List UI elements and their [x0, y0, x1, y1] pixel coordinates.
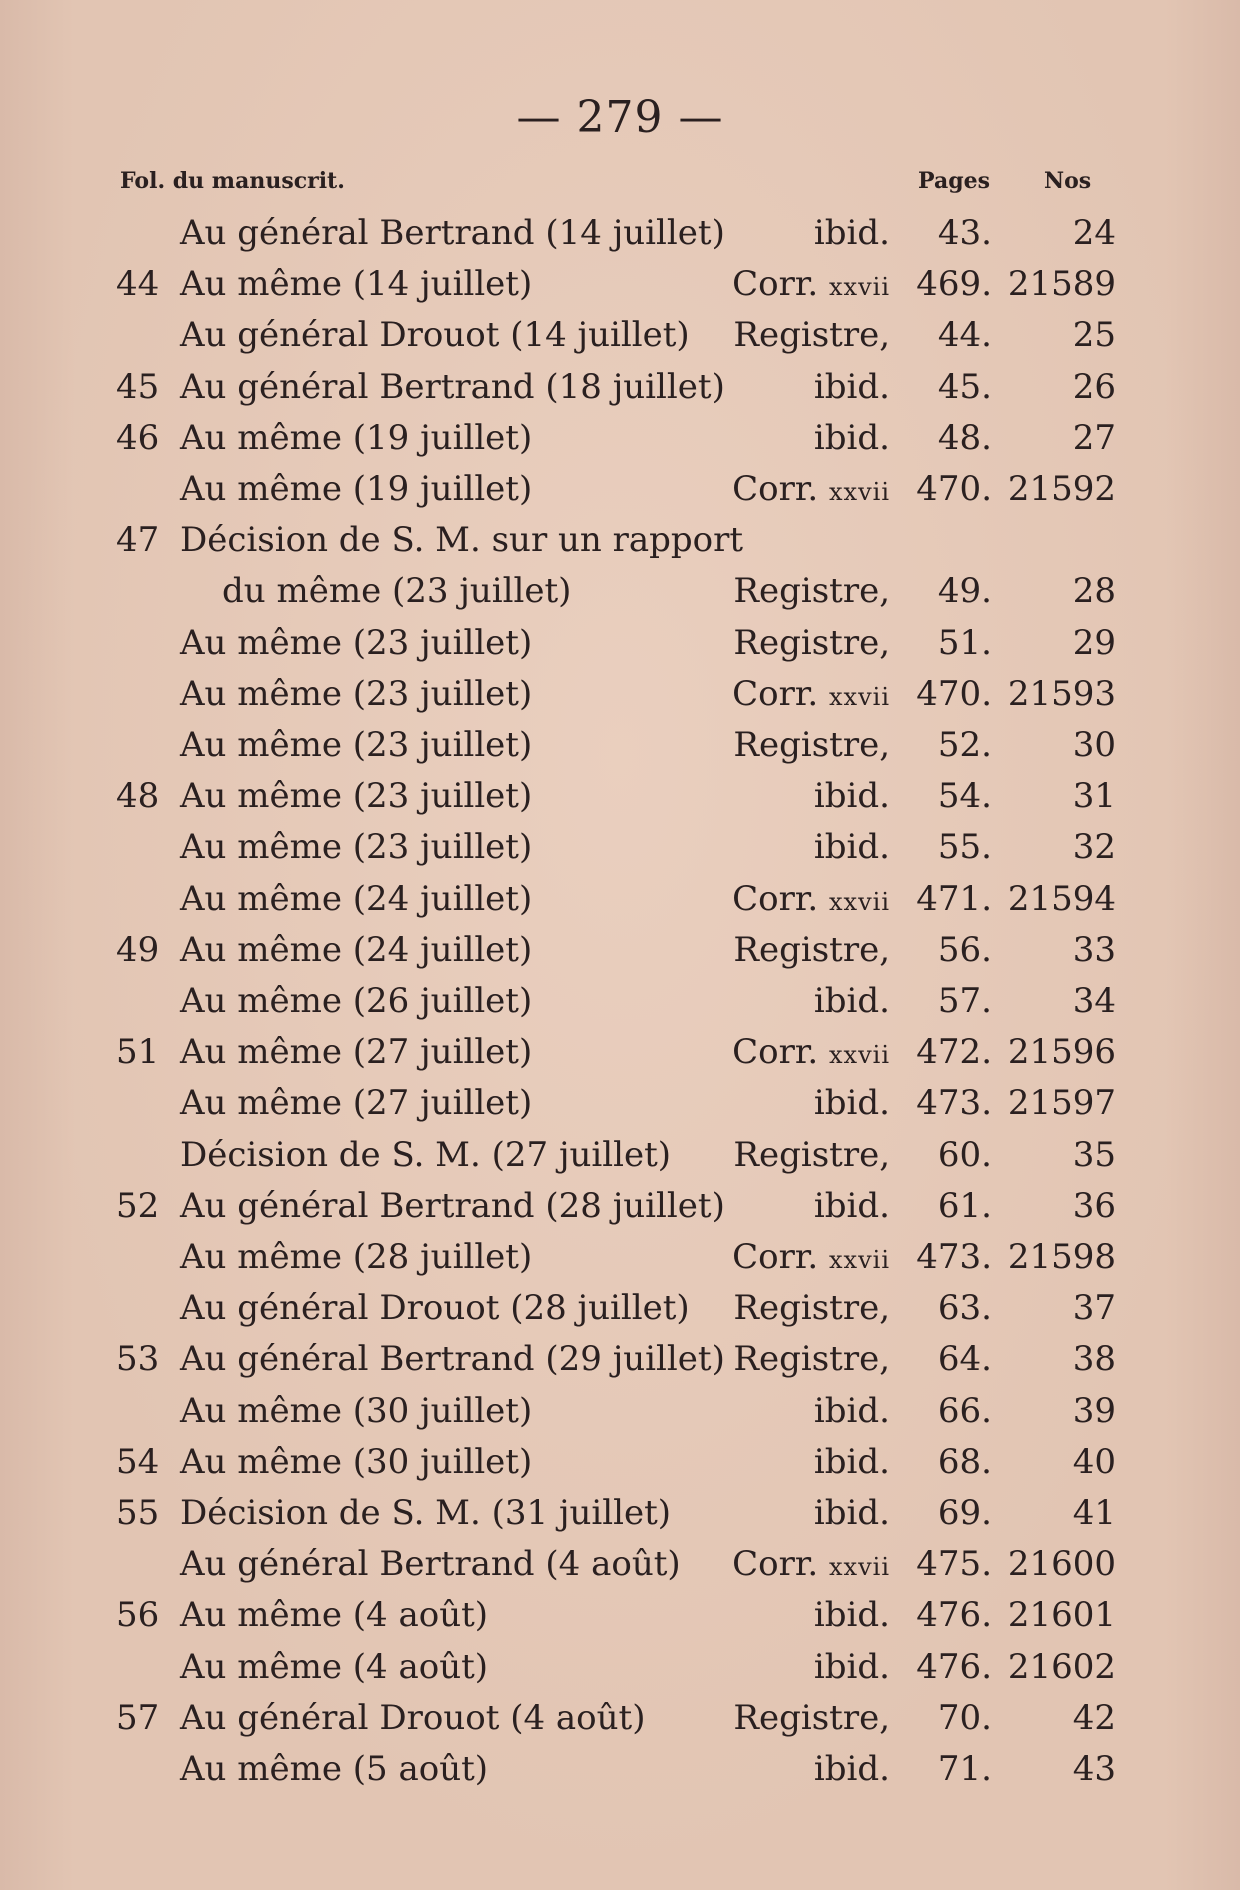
entry-title: Au même (4 août)	[180, 1646, 489, 1687]
item-number: 43	[1072, 1749, 1116, 1789]
table-row	[0, 1437, 1240, 1487]
source-reference: Registre,	[733, 1134, 890, 1175]
page-reference: 61.	[937, 1185, 992, 1226]
page-reference: 49.	[937, 571, 992, 612]
item-number: 31	[1072, 776, 1116, 817]
page-reference: 54.	[937, 776, 992, 817]
folio-number: 44	[116, 264, 160, 305]
page-reference: 470.	[916, 469, 992, 509]
table-row	[0, 310, 1240, 360]
table-row	[0, 464, 1240, 514]
page-reference: 43.	[937, 213, 992, 253]
page-reference: 63.	[937, 1288, 992, 1329]
table-row	[0, 1642, 1240, 1692]
item-number: 21589	[1007, 264, 1116, 305]
folio-number: 51	[116, 1032, 160, 1073]
item-number: 41	[1072, 1493, 1116, 1533]
page-reference: 470.	[916, 673, 992, 714]
table-row	[0, 413, 1240, 463]
table-row	[0, 1027, 1240, 1077]
source-reference: ibid.	[813, 1441, 890, 1482]
page-reference: 475.	[916, 1544, 992, 1585]
folio-number: 49	[116, 929, 160, 970]
entry-title: Au même (27 juillet)	[180, 1083, 533, 1124]
source-reference: Corr. xxvii	[732, 469, 890, 509]
source-reference: ibid.	[813, 417, 890, 458]
table-row	[0, 1539, 1240, 1589]
table-row	[0, 822, 1240, 872]
source-reference: Corr. xxvii	[732, 264, 890, 305]
source-reference: Corr. xxvii	[732, 1544, 890, 1585]
entry-title: Au même (30 juillet)	[180, 1390, 533, 1431]
item-number: 21596	[1007, 1032, 1116, 1073]
page-reference: 64.	[937, 1339, 992, 1380]
item-number: 36	[1072, 1185, 1116, 1226]
folio-number: 54	[116, 1441, 160, 1482]
entry-title: Au même (4 août)	[180, 1595, 489, 1636]
header-pages: Pages	[918, 168, 990, 194]
item-number: 33	[1072, 929, 1116, 970]
item-number: 29	[1072, 622, 1116, 663]
table-row	[0, 362, 1240, 412]
page-reference: 70.	[937, 1697, 992, 1738]
table-row	[0, 515, 1240, 565]
item-number: 34	[1072, 981, 1116, 1021]
table-row	[0, 1232, 1240, 1282]
source-reference: Registre,	[733, 315, 890, 356]
header-numbers: Nos	[1044, 168, 1092, 194]
source-reference: ibid.	[813, 1083, 890, 1124]
entry-title: Au général Drouot (28 juillet)	[180, 1288, 690, 1329]
item-number: 32	[1072, 827, 1116, 868]
table-row	[0, 259, 1240, 309]
folio-number: 55	[116, 1493, 160, 1533]
page-reference: 476.	[916, 1595, 992, 1636]
entry-title: Au même (23 juillet)	[180, 725, 533, 765]
item-number: 38	[1072, 1339, 1116, 1380]
item-number: 21594	[1007, 878, 1116, 919]
header-folio: Fol. du manuscrit.	[120, 168, 345, 194]
page-reference: 55.	[937, 827, 992, 868]
table-row	[0, 669, 1240, 719]
page-reference: 48.	[937, 417, 992, 458]
table-row	[0, 925, 1240, 975]
entry-title: Au même (24 juillet)	[180, 929, 533, 970]
folio-number: 57	[116, 1697, 160, 1738]
folio-number: 48	[116, 776, 160, 817]
source-reference: ibid.	[813, 827, 890, 868]
entry-title: Au même (5 août)	[180, 1749, 489, 1789]
item-number: 27	[1072, 417, 1116, 458]
page-reference: 69.	[937, 1493, 992, 1533]
source-reference: ibid.	[813, 1749, 890, 1789]
entry-title: Au général Bertrand (18 juillet)	[180, 366, 725, 407]
source-reference: ibid.	[813, 776, 890, 817]
table-row	[0, 874, 1240, 924]
source-reference: ibid.	[813, 366, 890, 407]
source-reference: Registre,	[733, 929, 890, 970]
source-reference: ibid.	[813, 1185, 890, 1226]
page-reference: 473.	[916, 1083, 992, 1124]
item-number: 30	[1072, 725, 1116, 765]
folio-number: 53	[116, 1339, 160, 1380]
table-row	[0, 1334, 1240, 1384]
folio-number: 52	[116, 1185, 160, 1226]
entry-title: Au général Bertrand (14 juillet)	[180, 213, 725, 253]
entry-title: Au même (14 juillet)	[180, 264, 533, 305]
page-reference: 56.	[937, 929, 992, 970]
table-row	[0, 1130, 1240, 1180]
item-number: 42	[1072, 1697, 1116, 1738]
table-row	[0, 1283, 1240, 1333]
source-reference: Corr. xxvii	[732, 673, 890, 714]
folio-number: 46	[116, 417, 160, 458]
item-number: 21601	[1007, 1595, 1116, 1636]
entry-title: Au même (24 juillet)	[180, 878, 533, 919]
table-row	[0, 1693, 1240, 1743]
table-row	[0, 771, 1240, 821]
entry-title: Au général Drouot (4 août)	[180, 1697, 646, 1738]
table-row	[0, 720, 1240, 770]
entry-title: Au même (30 juillet)	[180, 1441, 533, 1482]
source-reference: ibid.	[813, 1595, 890, 1636]
source-reference: Registre,	[733, 622, 890, 663]
item-number: 21592	[1007, 469, 1116, 509]
source-reference: Corr. xxvii	[732, 878, 890, 919]
entry-title: Au même (19 juillet)	[180, 469, 533, 509]
page-reference: 68.	[937, 1441, 992, 1482]
entry-title: Au même (23 juillet)	[180, 776, 533, 817]
table-row	[0, 618, 1240, 668]
page-reference: 45.	[937, 366, 992, 407]
page-reference: 57.	[937, 981, 992, 1021]
entry-title: Au général Bertrand (28 juillet)	[180, 1185, 725, 1226]
entry-title: Au général Drouot (14 juillet)	[180, 315, 690, 356]
entry-title: Décision de S. M. sur un rapport	[180, 520, 744, 561]
source-reference: Registre,	[733, 1288, 890, 1329]
page-reference: 471.	[916, 878, 992, 919]
item-number: 28	[1072, 571, 1116, 612]
source-reference: Registre,	[733, 571, 890, 612]
folio-number: 56	[116, 1595, 160, 1636]
entry-title: Décision de S. M. (27 juillet)	[180, 1134, 672, 1175]
table-row	[0, 566, 1240, 616]
source-reference: ibid.	[813, 1493, 890, 1533]
page-reference: 473.	[916, 1237, 992, 1277]
page-reference: 51.	[937, 622, 992, 663]
source-reference: Registre,	[733, 1339, 890, 1380]
page-reference: 476.	[916, 1646, 992, 1687]
page-reference: 44.	[937, 315, 992, 356]
item-number: 37	[1072, 1288, 1116, 1329]
item-number: 21597	[1007, 1083, 1116, 1124]
folio-number: 45	[116, 366, 160, 407]
item-number: 25	[1072, 315, 1116, 356]
source-reference: Registre,	[733, 1697, 890, 1738]
entry-title: Au même (23 juillet)	[180, 673, 533, 714]
entry-title: du même (23 juillet)	[222, 571, 572, 612]
source-reference: Corr. xxvii	[732, 1032, 890, 1073]
source-reference: Registre,	[733, 725, 890, 765]
source-reference: ibid.	[813, 213, 890, 253]
page-reference: 66.	[937, 1390, 992, 1431]
folio-number: 47	[116, 520, 160, 561]
page-reference: 71.	[937, 1749, 992, 1789]
item-number: 21593	[1007, 673, 1116, 714]
item-number: 39	[1072, 1390, 1116, 1431]
item-number: 24	[1072, 213, 1116, 253]
item-number: 21598	[1007, 1237, 1116, 1277]
entry-title: Au général Bertrand (4 août)	[180, 1544, 681, 1585]
table-row	[0, 1590, 1240, 1640]
entry-title: Au même (28 juillet)	[180, 1237, 533, 1277]
item-number: 35	[1072, 1134, 1116, 1175]
page-reference: 472.	[916, 1032, 992, 1073]
page-number: — 279 —	[516, 92, 724, 143]
entry-title: Au même (23 juillet)	[180, 622, 533, 663]
table-row	[0, 1078, 1240, 1128]
entry-title: Au même (26 juillet)	[180, 981, 533, 1021]
table-row	[0, 976, 1240, 1026]
source-reference: ibid.	[813, 1646, 890, 1687]
item-number: 26	[1072, 366, 1116, 407]
page-reference: 52.	[937, 725, 992, 765]
table-row	[0, 1386, 1240, 1436]
entry-title: Au même (23 juillet)	[180, 827, 533, 868]
source-reference: ibid.	[813, 981, 890, 1021]
source-reference: ibid.	[813, 1390, 890, 1431]
item-number: 21600	[1007, 1544, 1116, 1585]
table-row	[0, 1488, 1240, 1538]
item-number: 40	[1072, 1441, 1116, 1482]
item-number: 21602	[1007, 1646, 1116, 1687]
entry-title: Au même (27 juillet)	[180, 1032, 533, 1073]
table-row	[0, 1181, 1240, 1231]
entry-title: Au général Bertrand (29 juillet)	[180, 1339, 725, 1380]
table-row	[0, 208, 1240, 258]
entry-title: Décision de S. M. (31 juillet)	[180, 1493, 672, 1533]
table-row	[0, 1744, 1240, 1794]
source-reference: Corr. xxvii	[732, 1237, 890, 1277]
entry-title: Au même (19 juillet)	[180, 417, 533, 458]
page-reference: 60.	[937, 1134, 992, 1175]
page-reference: 469.	[916, 264, 992, 305]
